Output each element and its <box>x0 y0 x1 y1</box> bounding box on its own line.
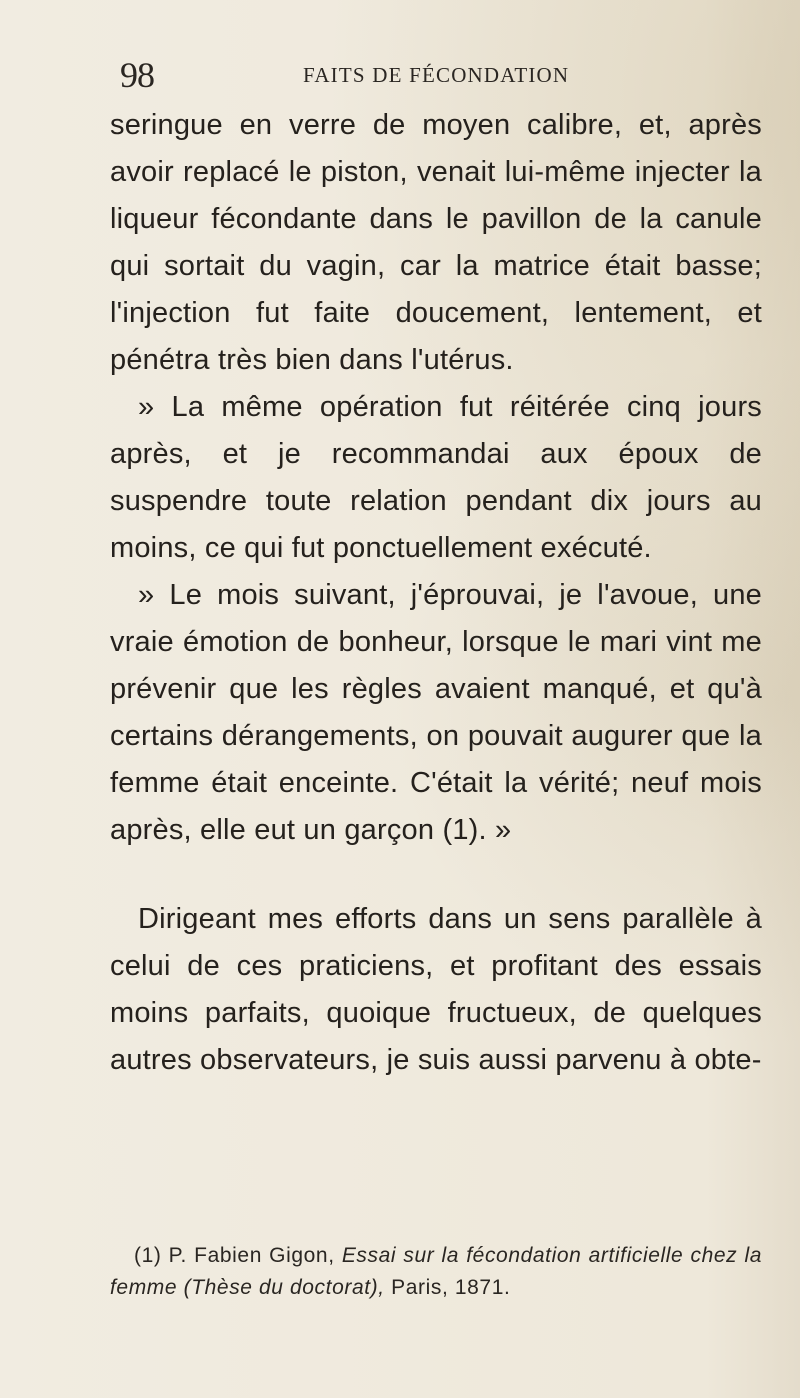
footnote <box>110 1240 762 1304</box>
paragraph-quote-operation: » La même opération fut réitérée cinq jours après, et je recommandai aux époux de suspendre toute relation pendant dix jours au moins, ce qui fut ponctuellement exécuté. <box>110 391 762 564</box>
body-text <box>110 102 762 1084</box>
running-title: FAITS DE FÉCONDATION <box>303 63 570 87</box>
paragraph-quote-result: » Le mois suivant, j'éprouvai, je l'avoue, une vraie émotion de bonheur, lorsque le mari vint me prévenir que les règles avaient manqué, et qu'à certains dérangements, on pouvait augurer que la femme était enceinte. C'était la vérité; neuf mois après, elle eut un garçon (1). » <box>110 579 762 846</box>
paragraph-author-method: Dirigeant mes efforts dans un sens parallèle à celui de ces praticiens, et profitant des essais moins parfaits, quoique fructueux, de quelques autres observateurs, je suis aussi parvenu à obte- <box>110 903 762 1076</box>
paragraph-continuation: seringue en verre de moyen calibre, et, après avoir replacé le piston, venait lui-même injecter la liqueur fécondante dans le pavillon de la canule qui sortait du vagin, car la matrice était basse; l'injection fut faite doucement, lentement, et pénétra très bien dans l'utérus. <box>110 109 762 376</box>
running-head <box>120 52 680 98</box>
footnote-marker: (1) <box>134 1244 162 1267</box>
footnote-title: Essai sur la fécondation artificielle chez la femme (Thèse du doctorat), <box>110 1244 762 1299</box>
page-number: 98 <box>120 55 154 95</box>
footnote-author: P. Fabien Gigon, <box>168 1244 335 1267</box>
footnote-place-date: Paris, 1871. <box>391 1276 511 1299</box>
